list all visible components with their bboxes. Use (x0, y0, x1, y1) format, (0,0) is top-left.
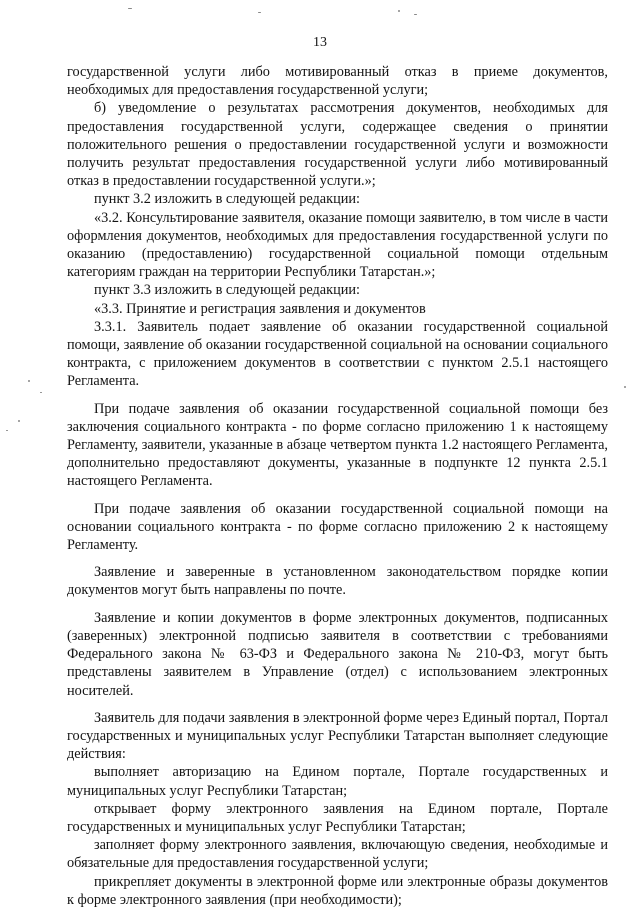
page-number: 13 (313, 35, 327, 50)
scan-speck (624, 386, 626, 388)
paragraph-4: «3.2. Консультирование заявителя, оказание помощи заявителю, в том числе в части оформления документов, необходимых для предоставления государственной услуги по оказанию (предоставлению) государственной социальной помощи отдельным категориям граждан на территории Республики Татарстан.»; (67, 209, 608, 281)
paragraph-12: Заявитель для подачи заявления в электронной форме через Единый портал, Портал государственных и муниципальных услуг Республики Татарстан выполняет следующие действия: (67, 709, 608, 763)
scan-speck (28, 380, 30, 382)
scan-speck (40, 392, 42, 393)
scan-speck (414, 14, 417, 15)
paragraph-16: прикрепляет документы в электронной форме или электронные образы документов к форме электронного заявления (при необходимости); (67, 873, 608, 908)
paragraph-10: Заявление и заверенные в установленном законодательством порядке копии документов могут быть направлены по почте. (67, 564, 608, 599)
document-body (67, 63, 608, 909)
paragraph-11: Заявление и копии документов в форме электронных документов, подписанных (заверенных) электронной подписью заявителя в соответствии с требованиями Федерального закона № 63-ФЗ и Федерального закона № 210-ФЗ, могут быть представлены заявителем в Управление (отдел) с использованием электронных носителей. (67, 609, 608, 699)
paragraph-7: 3.3.1. Заявитель подает заявление об оказании государственной социальной помощи, заявление об оказании государственной социальной на основании социального контракта, с приложением документов в соответствии с пунктом 2.5.1 настоящего Регламента. (67, 318, 608, 390)
scan-speck (258, 12, 261, 13)
scan-speck (6, 430, 8, 431)
paragraph-13: выполняет авторизацию на Едином портале, Портале государственных и муниципальных услуг Республики Татарстан; (67, 764, 608, 799)
scan-speck (128, 8, 132, 9)
paragraph-1: государственной услуги либо мотивированный отказ в приеме документов, необходимых для предоставления государственной услуги; (67, 64, 608, 99)
paragraph-15: заполняет форму электронного заявления, включающую сведения, необходимые и обязательные для предоставления государственной услуги; (67, 837, 608, 872)
paragraph-14: открывает форму электронного заявления на Едином портале, Портале государственных и муниципальных услуг Республики Татарстан; (67, 800, 608, 835)
paragraph-5: пункт 3.3 изложить в следующей редакции: (94, 282, 361, 299)
paragraph-9: При подаче заявления об оказании государственной социальной помощи на основании социального контракта - по форме согласно приложению 2 к настоящему Регламенту. (67, 500, 608, 554)
scan-speck (398, 10, 400, 12)
paragraph-3: пункт 3.2 изложить в следующей редакции: (94, 191, 361, 208)
paragraph-2: б) уведомление о результатах рассмотрения документов, необходимых для предоставления государственной услуги, содержащее сведения о принятии положительного решения о предоставлении государственной услуги и возможности получить результат предоставления государственной услуги либо мотивированный отказ в предоставлении государственной услуги.»; (67, 100, 608, 190)
scan-speck (18, 420, 20, 422)
paragraph-8: При подаче заявления об оказании государственной социальной помощи без заключения социального контракта - по форме согласно приложению 1 к настоящему Регламенту, заявители, указанные в абзаце четвертом пункта 1.2 настоящего Регламента, дополнительно предоставляют документы, указанные в подпункте 12 пункта 2.5.1 настоящего Регламента. (67, 400, 608, 490)
paragraph-6: «3.3. Принятие и регистрация заявления и документов (94, 300, 426, 317)
